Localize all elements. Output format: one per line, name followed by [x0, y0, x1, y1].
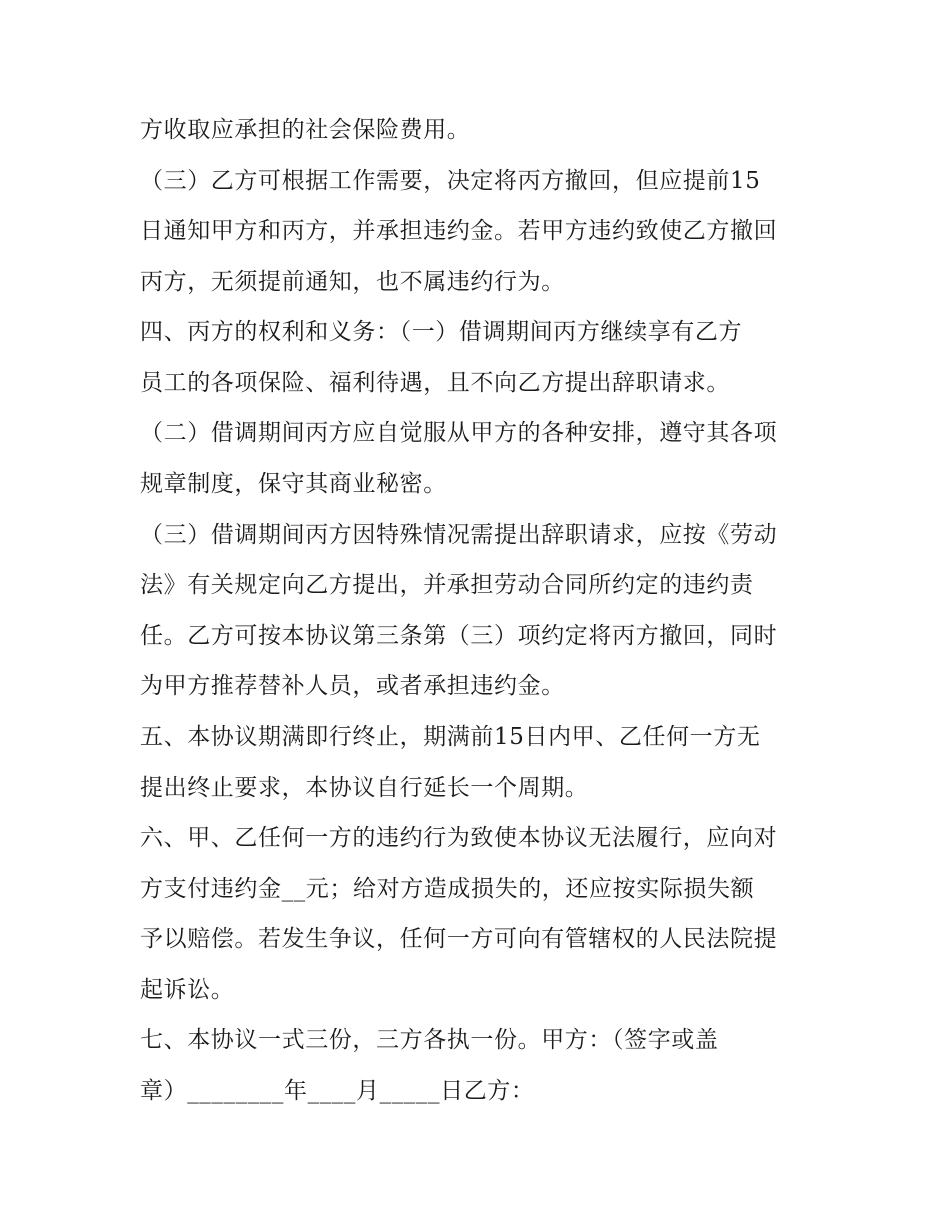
text-line: 员工的各项保险、福利待遇，且不向乙方提出辞职请求。	[140, 370, 730, 396]
text-line: 规章制度，保守其商业秘密。	[140, 471, 447, 497]
text-line: 方支付违约金__元；给对方造成损失的，还应按实际损失额	[140, 876, 755, 902]
text-line: 七、本协议一式三份，三方各执一份。甲方：（签字或盖	[140, 1027, 719, 1053]
text-line: 提出终止要求，本协议自行延长一个周期。	[140, 775, 589, 801]
text-line: 日通知甲方和丙方，并承担违约金。若甲方违约致使乙方撤回	[140, 218, 778, 244]
text-line: 方收取应承担的社会保险费用。	[140, 117, 471, 143]
text-line: 起诉讼。	[140, 977, 235, 1003]
text-line: 六、甲、乙任何一方的违约行为致使本协议无法履行，应向对	[140, 825, 778, 851]
text-line: （三）借调期间丙方因特殊情况需提出辞职请求，应按《劳动	[140, 522, 778, 548]
text-line: 章）________年____月_____日乙方：	[140, 1078, 535, 1104]
text-line: 四、丙方的权利和义务：（一）借调期间丙方继续享有乙方	[140, 319, 743, 345]
text-line: 为甲方推荐替补人员，或者承担违约金。	[140, 673, 565, 699]
text-line: 予以赔偿。若发生争议，任何一方可向有管辖权的人民法院提	[140, 926, 778, 952]
text-line: 法》有关规定向乙方提出，并承担劳动合同所约定的违约责	[140, 572, 754, 598]
text-line: 丙方，无须提前通知，也不属违约行为。	[140, 269, 565, 295]
text-line: （三）乙方可根据工作需要，决定将丙方撤回，但应提前15	[140, 168, 761, 194]
text-line: （二）借调期间丙方应自觉服从甲方的各种安排，遵守其各项	[140, 420, 778, 446]
text-line: 任。乙方可按本协议第三条第（三）项约定将丙方撤回，同时	[140, 623, 778, 649]
text-line: 五、本协议期满即行终止，期满前15日内甲、乙任何一方无	[140, 724, 761, 750]
